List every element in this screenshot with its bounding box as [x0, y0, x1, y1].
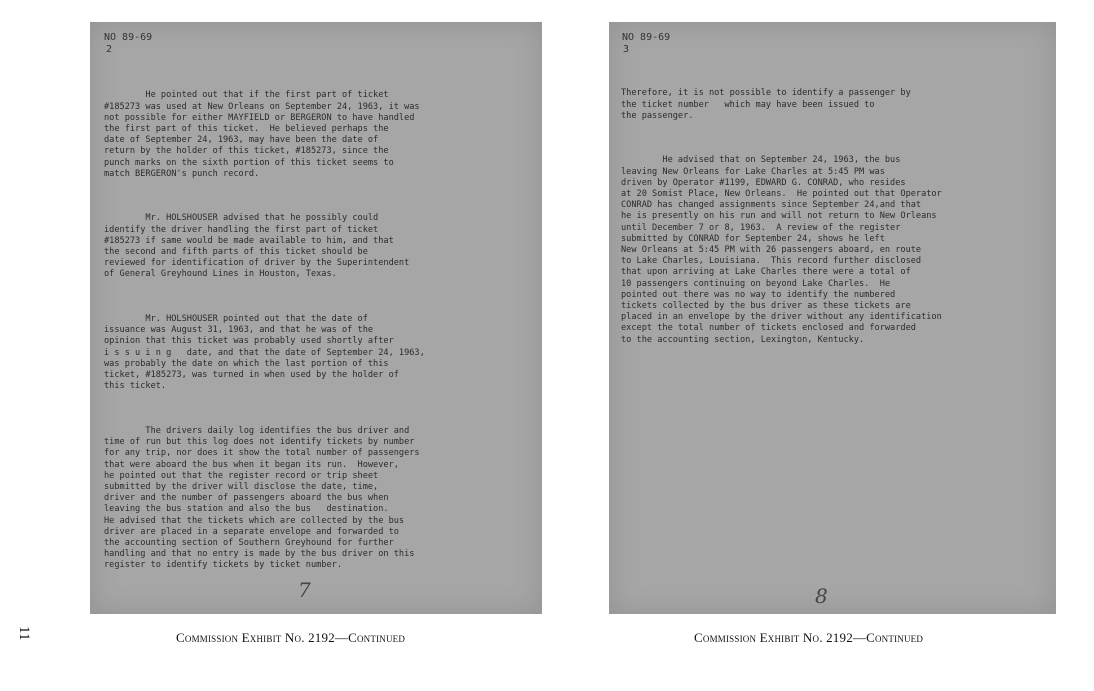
- exhibit-caption-right: Commission Exhibit No. 2192—Continued: [694, 630, 924, 645]
- handwritten-page-number: 8: [815, 584, 828, 608]
- handwritten-page-number: 7: [298, 578, 311, 602]
- paragraph: Mr. HOLSHOUSER advised that he possibly could identify the driver handling the first part of ticket #185273 if same would be made available to him, and that the second and fifth parts of this ticket should be reviewed for identification of driver by the Superintendent of General Greyhound Lines in Houston, Texas.: [104, 213, 410, 280]
- paragraph: Mr. HOLSHOUSER pointed out that the date of issuance was August 31, 1963, and that he was of the opinion that this ticket was probably used shortly after i s s u i n g date, and that the date of September 24, 1963, was probably the date on which the last portion of this ticket, #185273, was turned in when used by the holder of this ticket.: [104, 314, 425, 392]
- margin-page-number: 11: [16, 626, 32, 641]
- paragraph: Therefore, it is not possible to identify a passenger by the ticket number which may have been issued to the passenger.: [621, 88, 911, 121]
- file-number: NO 89-69: [104, 32, 153, 43]
- paragraph: He pointed out that if the first part of ticket #185273 was used at New Orleans on September 24, 1963, it was not possible for either MAYFIELD or BERGERON to have handled the first part of this ticket. He believed perhaps the date of September 24, 1963, may have been the date of return by the holder of this ticket, #185273, since the punch marks on the sixth portion of this ticket seems to match BERGERON's punch record.: [104, 90, 420, 179]
- paragraph: He advised that on September 24, 1963, the bus leaving New Orleans for Lake Charles at 5:45 PM was driven by Operator #1199, EDWARD G. CONRAD, who resides at 20 Somist Place, New Orleans. He pointed out that Operator CONRAD has changed assignments since September 24,and that he is presently on his run and will not return to New Orleans until December 7 or 8, 1963. A review of the register submitted by CONRAD for September 24, shows he left New Orleans at 5:45 PM with 26 passengers aboard, en route to Lake Charles, Louisiana. This record further disclosed that upon arriving at Lake Charles there were a total of 10 passengers continuing on beyond Lake Charles. He pointed out there was no way to identify the numbered tickets collected by the bus driver as these tickets are placed in an envelope by the driver without any identification except the total number of tickets enclosed and forwarded to the accounting section, Lexington, Kentucky.: [621, 155, 942, 345]
- document-body: [104, 68, 425, 605]
- document-body: [621, 66, 942, 379]
- paragraph: The drivers daily log identifies the bus driver and time of run but this log does not identify tickets by number for any trip, nor does it show the total number of passengers that were aboard the bus when it began its run. However, he pointed out that the register record or trip sheet submitted by the driver will disclose the date, time, driver and the number of passengers aboard the bus when leaving the bus station and also the bus destination. He advised that the tickets which are collected by the bus driver are placed in a separate envelope and forwarded to the accounting section of Southern Greyhound for further handling and that no entry is made by the bus driver on this register to identify tickets by ticket number.: [104, 425, 420, 571]
- page-number: 2: [106, 44, 113, 55]
- exhibit-caption-left: Commission Exhibit No. 2192—Continued: [176, 630, 406, 645]
- page-number: 3: [623, 44, 630, 55]
- file-number: NO 89-69: [622, 32, 671, 43]
- document-page-left: [90, 22, 542, 614]
- document-page-right: [609, 22, 1056, 614]
